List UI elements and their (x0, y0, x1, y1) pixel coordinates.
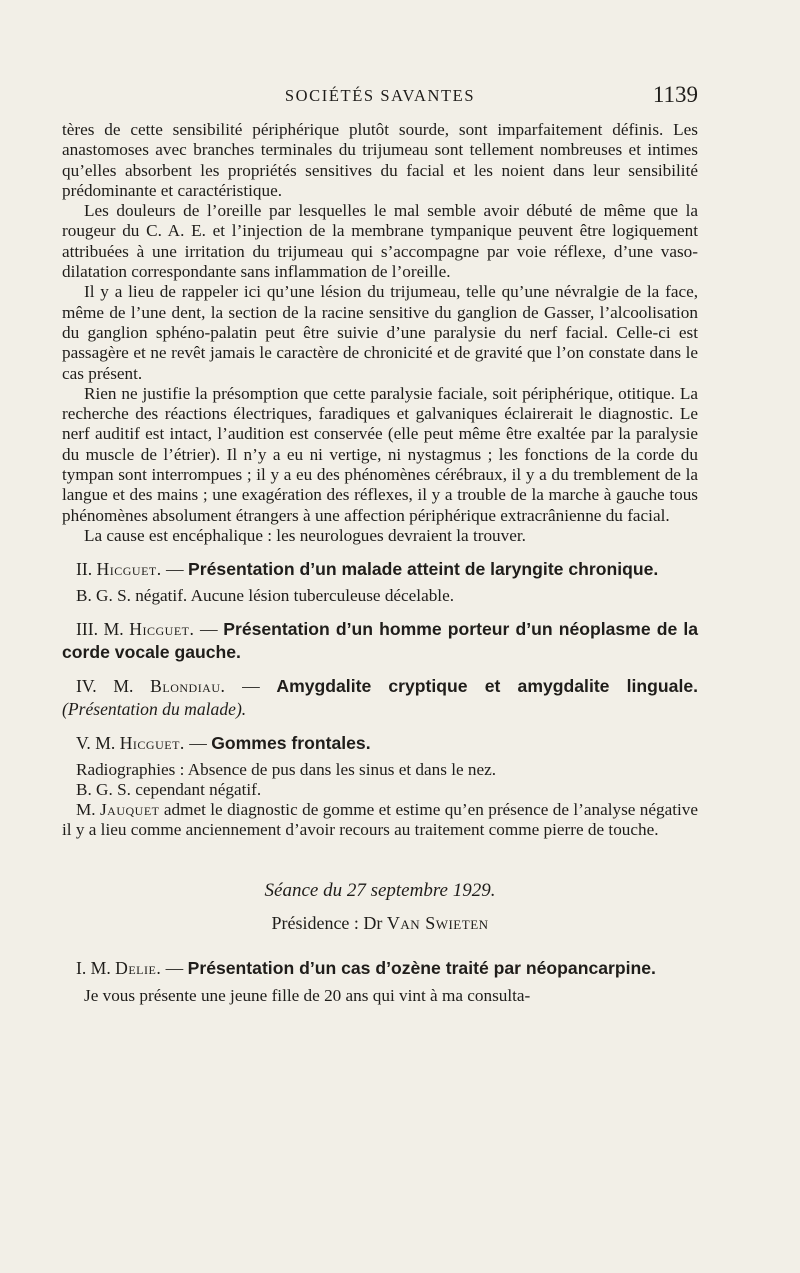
item-paragraph (62, 800, 698, 841)
president-name: Van Swieten (386, 913, 489, 934)
page-header (62, 84, 698, 112)
session-date: Séance du 27 septembre 1929. (264, 879, 496, 901)
agenda-item-5 (62, 732, 698, 755)
dash: — (200, 619, 218, 640)
monsieur: M. (113, 676, 134, 697)
author-name: Delie. (115, 958, 162, 979)
running-title: SOCIÉTÉS SAVANTES (284, 86, 476, 105)
paragraph: Rien ne justifie la présomption que cette paralysie faciale, soit périphérique, otitique. La recherche des réactions électriques, faradiques et galvaniques éclairerait le diagnostic. Le nerf auditif est intact, l’audition est conservée (elle peut même être exaltée par la paralysie du muscle de l’étrier). Il n’y a eu ni vertige, ni nystagmus ; les fonctions de la corde du tympan sont interrompues ; il y a eu des phénomènes cérébraux, il y a du tremblement de la langue et des mains ; une exagération des réflexes, il y a trouble de la marche à gauche tous phénomènes absolument étrangers à une affection périphérique extracrânienne du facial. (62, 383, 698, 525)
item-number: III. (76, 619, 98, 640)
author-name: Blondiau. (150, 676, 226, 697)
dash: — (166, 559, 184, 580)
agenda-item-2 (62, 558, 698, 581)
session-presidency (62, 913, 698, 933)
item-number: II. (76, 559, 93, 580)
monsieur: M. (95, 733, 116, 754)
paragraph-text: admet le diagnostic de gomme et estime qu’en présence de l’analyse négative il y a lieu comme anciennement d’avoir recours au traitement comme pierre de touche. (62, 800, 698, 840)
session-item-1 (62, 957, 698, 980)
paragraph: La cause est encéphalique : les neurologues devraient la trouver. (84, 525, 526, 545)
monsieur: M. (90, 958, 111, 979)
item-title: Présentation d’un malade atteint de laryngite chronique. (188, 559, 659, 580)
item-number: I. (76, 958, 87, 979)
author-name: Hicguet. (129, 619, 195, 640)
item-title: Présentation d’un homme porteur d’un néoplasme de la corde vocale gauche. (62, 619, 699, 662)
item-title: Présentation d’un cas d’ozène traité par néopancarpine. (187, 958, 656, 979)
item-note: (Présentation du malade). (62, 698, 247, 719)
monsieur: M. (103, 619, 124, 640)
item-line: B. G. S. cependant négatif. (76, 779, 262, 799)
author-name: Hicguet. (119, 733, 185, 754)
author-name: Hicguet. (96, 559, 162, 580)
agenda-item-4 (62, 675, 698, 720)
paragraph: Les douleurs de l’oreille par lesquelles le mal semble avoir débuté de même que la rougeur du C. A. E. et l’injection de la membrane tympanique peuvent être logiquement attribuées à une irritation du trijumeau qui s’accompagne par voie réflexe, d’une vaso-dilatation correspondante sans inflammation de l’oreille. (62, 201, 698, 282)
paragraph: Je vous présente une jeune fille de 20 ans qui vint à ma consulta- (84, 985, 531, 1005)
dash: — (165, 958, 184, 979)
item-line: Radiographies : Absence de pus dans les sinus et dans le nez. (76, 759, 497, 779)
item-title: Gommes frontales. (211, 733, 371, 754)
item-number: V. (76, 733, 91, 754)
agenda-item-3 (62, 618, 698, 663)
author-name: Jauquet (99, 800, 160, 820)
paragraph: tères de cette sensibilité périphérique plutôt sourde, sont imparfaitement définis. Les anastomoses avec branches terminales du trijumeau sont tellement nombreuses et intimes qu’elles absorbent les propriétés sensitives du facial et les noient dans leur sensibilité prédominante et caractéristique. (62, 120, 698, 200)
dash: — (189, 733, 207, 754)
presidence-label: Présidence : (271, 913, 359, 934)
president-title: Dr (363, 913, 383, 934)
body-text (62, 120, 698, 1006)
item-number: IV. (76, 676, 97, 697)
paragraph: Il y a lieu de rappeler ici qu’une lésion du trijumeau, telle qu’une névralgie de la face, même de l’une dent, la section de la racine sensitive du ganglion de Gasser, l’alcoolisation du ganglion sphéno-palatin peut être suivie d’une paralysie du nerf facial. Celle-ci est passagère et ne revêt jamais le caractère de chronicité et de gravité que l’on constate dans le cas présent. (62, 282, 698, 383)
item-title: Amygdalite cryptique et amygdalite linguale. (276, 676, 699, 697)
dash: — (242, 676, 260, 697)
page-number: 1139 (652, 82, 698, 107)
monsieur: M. (76, 800, 96, 820)
item-note: B. G. S. négatif. Aucune lésion tuberculeuse décelable. (76, 585, 455, 605)
